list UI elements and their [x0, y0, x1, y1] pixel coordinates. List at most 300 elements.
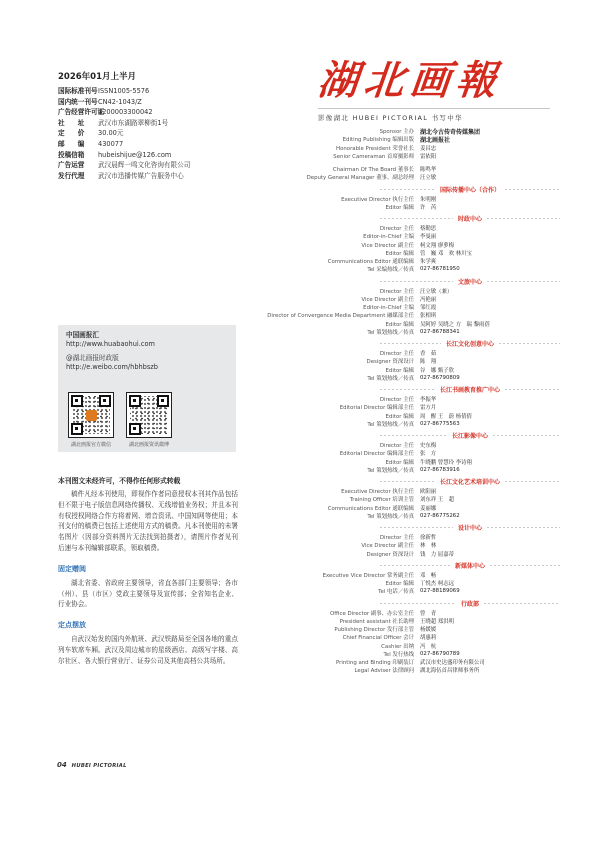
info-row	[58, 97, 236, 108]
staff-role-zh: 通联编辑	[392, 259, 414, 266]
staff-name: 管 巍 邓 欢 林川宝	[420, 250, 472, 257]
staff-row	[200, 504, 560, 512]
staff-row	[200, 320, 560, 328]
staff-row	[200, 658, 560, 666]
staff-role-en: Director	[379, 351, 402, 358]
section-header	[200, 560, 560, 571]
staff-role	[200, 550, 418, 558]
staff-role-zh: 编辑部主任	[387, 405, 414, 412]
section-header	[200, 338, 560, 349]
staff-role	[200, 412, 418, 420]
info-row	[58, 107, 236, 118]
staff-role-zh: 主编	[403, 234, 414, 241]
section-title: 行政部	[461, 600, 480, 608]
section-header	[200, 522, 560, 533]
staff-role	[200, 642, 418, 650]
staff-name: 刘东祥 王 超	[420, 497, 455, 504]
staff-row	[200, 625, 560, 633]
staff-role-zh: 主任	[403, 351, 414, 358]
staff-role	[200, 650, 418, 658]
section-rule	[380, 389, 435, 390]
staff-role-en: Executive Director	[341, 489, 391, 496]
staff-role	[200, 257, 418, 265]
info-key: 社 址	[58, 118, 85, 127]
staff-name: 徐新哲	[420, 535, 437, 542]
section-rule	[380, 343, 441, 344]
section-header	[200, 213, 560, 224]
staff-row	[200, 395, 560, 403]
staff-role-zh: 常务副主任	[387, 572, 414, 579]
staff-role-zh: 编辑	[403, 321, 414, 328]
staff-role-en: Tel	[367, 375, 375, 382]
section-rule	[380, 281, 453, 282]
page-footer	[57, 761, 127, 769]
section-title: 时政中心	[458, 216, 483, 223]
staff-name: 027-86775563	[420, 420, 460, 427]
section-header	[200, 598, 560, 609]
staff-role-en: Training Officer	[349, 497, 391, 504]
staff-name: 蔡勤思	[420, 226, 437, 233]
info-value: 30.00元	[98, 129, 124, 138]
notice-heading: 本刊图文未经许可，不得作任何形式转载	[58, 477, 181, 485]
staff-name: 陈鸣华	[420, 167, 437, 174]
staff-name: 谷 娜 甄子欣	[420, 367, 455, 374]
staff-name: 陈 翔	[420, 359, 437, 366]
info-value: 武汉市东湖路翠柳街1号	[98, 118, 169, 127]
staff-row	[200, 449, 560, 457]
publication-name: HUBEI PICTORIAL	[71, 763, 127, 769]
info-key: 发行代理	[58, 171, 85, 180]
staff-role-zh: 编辑	[403, 581, 414, 588]
readers-body: 湖北省委、省政府主要领导，省直各部门主要领导；各市（州）、县（市区）党政主要领导及宣传部；全省知名企业、行业协会。	[58, 578, 238, 609]
staff-role-en: Legal Adviser	[354, 668, 391, 675]
staff-role	[200, 441, 418, 449]
info-key: 广告运营	[58, 161, 85, 170]
info-key: 广告经营许可证	[58, 108, 105, 117]
staff-role-zh: 荣誉社长	[392, 145, 414, 152]
staff-row	[200, 265, 560, 273]
staff-name: 汪立敏（兼）	[420, 288, 453, 295]
staff-role-en: Tel	[383, 651, 391, 658]
staff-role-zh: 通联编辑	[392, 505, 414, 512]
staff-role	[200, 449, 418, 457]
info-value: 4200003300042	[98, 108, 153, 117]
weibo-label: @湖北画报时政版	[66, 354, 119, 362]
staff-name: 柯文翔 廖萝梅	[420, 242, 455, 249]
staff-role-zh: 出纳	[403, 643, 414, 650]
staff-name: 丁悦杰 柯志远	[420, 581, 455, 588]
staff-role	[200, 135, 418, 143]
qr-code-icon	[126, 392, 172, 438]
section-rule	[505, 189, 560, 190]
staff-role-en: Tel	[378, 589, 386, 596]
staff-name: 朱明刚	[420, 196, 437, 203]
staff-row	[200, 366, 560, 374]
section-rule	[487, 218, 560, 219]
staff-role-zh: 融媒部主任	[387, 313, 414, 320]
section-title: 设计中心	[458, 525, 483, 532]
staff-role-zh: 主任	[403, 288, 414, 295]
section-title: 新媒体中心	[455, 562, 486, 570]
masthead-char: 画	[407, 57, 453, 104]
staff-role	[200, 458, 418, 466]
staff-row	[200, 287, 560, 295]
staff-role-en: Tel	[367, 467, 375, 474]
info-key: 投稿信箱	[58, 150, 85, 159]
staff-role	[200, 666, 418, 674]
masthead-subtitle: 影像湖北 HUBEI PICTORIAL 书写中华	[318, 114, 463, 122]
staff-row	[200, 165, 560, 173]
staff-role-zh: 编辑部主任	[387, 451, 414, 458]
staff-name: 周 醒 王 蔚 杨倩倩	[420, 413, 472, 420]
staff-role-zh: 编辑	[403, 204, 414, 211]
staff-row	[200, 550, 560, 558]
section-rule	[490, 565, 560, 566]
staff-role-zh: 策划热线／传真	[376, 421, 414, 428]
weibo-qr	[124, 392, 174, 448]
staff-role	[200, 357, 418, 365]
staff-role-en: Executive Director	[341, 196, 391, 203]
staff-role-en: Editing Publishing	[342, 137, 391, 144]
staff-role-en: Director	[379, 226, 402, 233]
section-rule	[380, 603, 456, 604]
staff-role	[200, 249, 418, 257]
info-key: 定 价	[58, 129, 85, 138]
staff-role-zh: 主办	[403, 129, 414, 136]
staff-name: 冯艳丽	[420, 296, 437, 303]
staff-role	[200, 625, 418, 633]
wechat-qr	[66, 392, 116, 448]
staff-row	[200, 617, 560, 625]
staff-role-en: Vice Director	[361, 296, 397, 303]
staff-role-en: Director	[379, 535, 402, 542]
site-label: 中国画报汇	[66, 331, 99, 339]
staff-row	[200, 203, 560, 211]
staff-role-zh: 策划热线／传真	[376, 467, 414, 474]
staff-name: 雷依阳	[420, 153, 437, 160]
readers-heading: 固定赠阅	[58, 564, 86, 573]
issue-title: 2026年01月上半月	[58, 72, 136, 82]
staff-role	[200, 466, 418, 474]
staff-row	[200, 303, 560, 311]
staff-name: 027-86775262	[420, 512, 460, 519]
staff-role	[200, 487, 418, 495]
staff-role-en: Editor	[385, 413, 402, 420]
staff-role	[200, 374, 418, 382]
staff-role	[200, 395, 418, 403]
staff-role-zh: 主任	[403, 397, 414, 404]
staff-role	[200, 144, 418, 152]
staff-name: 王晓超 郑洪明	[420, 618, 455, 625]
staff-row	[200, 579, 560, 587]
staff-role-zh: 副主任	[397, 242, 414, 249]
staff-role-en: Publishing Director	[334, 627, 386, 634]
staff-row	[200, 232, 560, 240]
page-number: 04	[57, 761, 67, 769]
staff-role	[200, 303, 418, 311]
staff-role	[200, 349, 418, 357]
staff-role-zh: 编辑	[403, 413, 414, 420]
staff-role-zh: 采编热线／传真	[376, 267, 414, 274]
section-rule	[380, 527, 453, 528]
staff-name: 邹红霞	[420, 305, 437, 312]
staff-name: 027-86790789	[420, 650, 460, 657]
staff-name: 史东梅	[420, 443, 437, 450]
info-row	[58, 86, 236, 97]
section-title: 文旅中心	[458, 278, 483, 286]
staff-role-en: Editorial Director	[339, 405, 386, 412]
staff-role	[200, 366, 418, 374]
staff-row	[200, 144, 560, 152]
staff-role-en: Vice Director	[361, 242, 397, 249]
staff-role-zh: 资深设计	[392, 359, 414, 366]
staff-role	[200, 495, 418, 503]
staff-role-zh: 资深设计	[392, 551, 414, 558]
masthead-logo	[315, 56, 538, 106]
staff-name: 027-86783916	[420, 466, 460, 473]
staff-name: 香 茹	[420, 351, 437, 358]
staff-name: 汪立敏	[420, 175, 437, 182]
staff-row	[200, 135, 560, 143]
staff-row	[200, 633, 560, 641]
staff-role-zh: 培训主管	[392, 497, 414, 504]
section-header	[200, 430, 560, 441]
section-rule	[380, 481, 435, 482]
staff-row	[200, 295, 560, 303]
staff-role-zh: 社长助理	[392, 618, 414, 625]
staff-name: 钱 力 屈嘉蒂	[420, 551, 455, 558]
info-value: hubeishijue@126.com	[98, 150, 172, 159]
staff-role-zh: 董事长	[397, 167, 414, 174]
staff-role-en: Tel	[367, 329, 375, 336]
staff-name: 牛晓鹏 曾慧玲 李诗翔	[420, 459, 472, 466]
section-rule	[499, 343, 560, 344]
staff-role	[200, 127, 418, 135]
staff-name: 曾 青	[420, 610, 437, 617]
info-value: ISSN1005-5576	[98, 87, 150, 95]
site-url[interactable]: http://www.huabaohui.com	[66, 340, 155, 348]
section-rule	[380, 189, 435, 190]
staff-row	[200, 241, 560, 249]
staff-role-en: Honorable President	[336, 145, 391, 152]
staff-role-en: Sponsor	[379, 129, 402, 136]
staff-row	[200, 533, 560, 541]
staff-role-zh: 策划热线／传真	[376, 329, 414, 336]
staff-role-zh: 执行主任	[392, 489, 414, 496]
staff-role-en: Editorial Director	[339, 451, 386, 458]
staff-role-en: Designer	[366, 359, 391, 366]
staff-role-en: Senior Cameraman	[333, 153, 386, 160]
info-key: 邮 编	[58, 139, 85, 148]
staff-row	[200, 195, 560, 203]
staff-row	[200, 328, 560, 336]
wechat-qr-caption: 湖北画报官方微信	[70, 442, 111, 448]
staff-role	[200, 195, 418, 203]
staff-role-en: Chief Financial Officer	[342, 635, 402, 642]
staff-row	[200, 357, 560, 365]
staff-role-zh: 副主任	[397, 296, 414, 303]
info-key: 国际标准刊号	[58, 87, 98, 95]
staff-role-en: Editor-in-Chief	[363, 305, 402, 312]
staff-name: 胡惠莉	[420, 635, 437, 642]
staff-role-zh: 电话／传真	[387, 589, 414, 596]
staff-row	[200, 495, 560, 503]
staff-role-en: President assistant	[339, 618, 391, 625]
staff-name: 027-86788341	[420, 328, 460, 335]
staff-role-zh: 副主任	[397, 543, 414, 550]
staff-role-zh: 编辑	[403, 459, 414, 466]
staff-name: 李曼丽	[420, 234, 437, 241]
staff-row	[200, 152, 560, 160]
staff-name: 027-88189069	[420, 588, 460, 595]
info-value: 武汉市迅播传媒广告服务中心	[98, 171, 184, 180]
notice-body: 稿件凡经本刊使用，即视作作者同意授权本刊其作品包括但不限于电子版信息网络传播权、无线增值业务权；并且本刊有权授权网络合作方将着网、增音资讯、中国知网等使用；本刊支付的稿费已包括上述使用方式的稿费。凡本刊使用的未署名图片（因部分资料图片无法找到拍摄者），请图片作者见刊后速与本刊编辑部联系，领取稿费。	[58, 490, 238, 552]
staff-role	[200, 633, 418, 641]
staff-role	[200, 311, 418, 319]
staff-role	[200, 320, 418, 328]
info-value: 430077	[98, 139, 124, 148]
staff-role-zh: 副事、办公室主任	[370, 610, 414, 617]
staff-role-en: Executive Vice Director	[322, 572, 386, 579]
staff-role-en: Editor	[385, 321, 402, 328]
qr-code-icon	[68, 392, 114, 438]
section-header	[200, 476, 560, 487]
staff-role-en: Tel	[367, 421, 375, 428]
staff-row	[200, 666, 560, 674]
section-rule	[380, 218, 453, 219]
staff-name: 湖北画报社	[420, 136, 451, 144]
section-rule	[505, 389, 560, 390]
staff-top-list	[200, 127, 560, 182]
staff-role-zh: 编辑出版	[392, 137, 414, 144]
staff-role-en: Chairman Of The Board	[332, 167, 397, 174]
staff-role-en: Cashier	[381, 643, 402, 650]
staff-role	[200, 533, 418, 541]
staff-row	[200, 311, 560, 319]
staff-role-zh: 执行主任	[392, 196, 414, 203]
section-title: 国际传播中心（合作）	[440, 186, 501, 194]
staff-role	[200, 587, 418, 595]
staff-role-en: Deputy General Manager	[306, 175, 375, 182]
section-header	[200, 384, 560, 395]
staff-row	[200, 458, 560, 466]
staff-role	[200, 541, 418, 549]
staff-row	[200, 642, 560, 650]
staff-role-zh: 首席摄影师	[387, 153, 414, 160]
staff-role-zh: 印刷装订	[392, 660, 414, 667]
staff-row	[200, 541, 560, 549]
staff-row	[200, 173, 560, 181]
staff-role	[200, 165, 418, 173]
staff-row	[200, 441, 560, 449]
section-rule	[487, 281, 560, 282]
section-header	[200, 276, 560, 287]
staff-name: 湖北今古传奇传媒集团	[420, 128, 481, 136]
staff-role	[200, 658, 418, 666]
staff-role-en: Editor-in-Chief	[363, 234, 402, 241]
staff-role-en: Editor	[385, 459, 402, 466]
staff-directory	[200, 127, 560, 675]
weibo-qr-caption: 湖北画报资讯微博	[128, 442, 169, 448]
weibo-url[interactable]: http://e.weibo.com/hbhbszb	[66, 363, 158, 371]
staff-role	[200, 241, 418, 249]
staff-role-zh: 策划热线／传真	[376, 513, 414, 520]
staff-row	[200, 571, 560, 579]
staff-role	[200, 504, 418, 512]
staff-role	[200, 203, 418, 211]
masthead-char: 湖	[315, 57, 361, 104]
staff-row	[200, 512, 560, 520]
staff-role-en: Vice Director	[361, 543, 397, 550]
masthead-char: 北	[361, 57, 407, 104]
staff-role-zh: 策划热线／传真	[376, 375, 414, 382]
staff-role-en: Tel	[367, 513, 375, 520]
staff-role-zh: 编辑	[403, 250, 414, 257]
staff-role-en: Communications Editor	[327, 505, 391, 512]
staff-role	[200, 571, 418, 579]
staff-sections	[200, 184, 560, 675]
staff-role-en: Tel	[367, 267, 375, 274]
staff-role	[200, 328, 418, 336]
staff-row	[200, 466, 560, 474]
staff-name: 杨媛媛	[420, 627, 437, 634]
staff-role-en: Editor	[385, 204, 402, 211]
section-rule	[505, 481, 560, 482]
staff-role-zh: 董事、副总经理	[376, 175, 414, 182]
staff-name: 张 方	[420, 451, 437, 458]
masthead-char: 報	[453, 57, 499, 104]
staff-role-en: Director of Convergence Media Department	[267, 313, 386, 320]
staff-role	[200, 295, 418, 303]
staff-role-zh: 主任	[403, 535, 414, 542]
staff-row	[200, 374, 560, 382]
staff-role-zh: 发行热线	[392, 651, 414, 658]
staff-role-zh: 会计	[403, 635, 414, 642]
staff-row	[200, 412, 560, 420]
staff-name: 许 芮	[420, 204, 437, 211]
section-rule	[380, 435, 447, 436]
staff-name: 朱学爽	[420, 259, 437, 266]
info-value: 武汉晨辉一鸣文化咨询有限公司	[98, 161, 191, 170]
section-title: 长江影像中心	[452, 433, 489, 440]
staff-name: 冯 杭	[420, 643, 437, 650]
section-rule	[484, 603, 560, 604]
section-rule	[380, 565, 450, 566]
staff-role-en: Editor	[385, 581, 402, 588]
staff-row	[200, 257, 560, 265]
section-rule	[487, 527, 560, 528]
staff-role-en: Director	[379, 443, 402, 450]
staff-role-zh: 发行部主管	[387, 627, 414, 634]
staff-role-en: Printing and Binding	[336, 660, 391, 667]
staff-row	[200, 420, 560, 428]
staff-name: 027-86781950	[420, 266, 460, 273]
staff-name: 姜丽娜	[420, 505, 437, 512]
staff-role	[200, 265, 418, 273]
staff-role	[200, 287, 418, 295]
places-body: 自武汉始发的国内外航班、武汉铁路局至全国各地的重点列车软席车厢。武汉及周边城市的星级酒店、高级写字楼、高尔社区、各大银行营业厅、证券公司及其他高档公共场所。	[58, 635, 238, 665]
staff-role	[200, 403, 418, 411]
staff-name: 姜昌忠	[420, 145, 437, 152]
staff-row	[200, 487, 560, 495]
staff-row	[200, 609, 560, 617]
info-key: 国内统一刊号	[58, 97, 98, 106]
staff-role-en: Designer	[366, 551, 391, 558]
staff-role-en: Director	[379, 288, 402, 295]
section-title: 长江文化创意中心	[446, 341, 495, 348]
staff-name: 武汉市史达盛印务有限公司	[420, 660, 485, 667]
staff-role-zh: 主任	[403, 226, 414, 233]
